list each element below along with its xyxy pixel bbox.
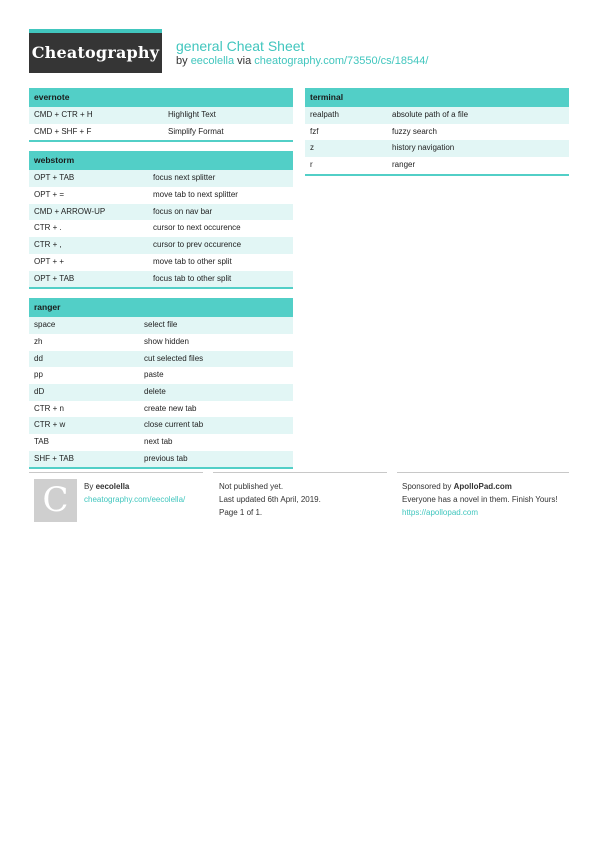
byline	[176, 55, 428, 67]
shortcut-key: CMD + CTR + H	[34, 110, 93, 119]
footer-sponsor-name[interactable]: ApolloPad.com	[453, 482, 512, 491]
footer-sponsor-block	[402, 480, 567, 519]
shortcut-key: OPT + +	[34, 256, 65, 266]
footer-published: Not published yet.	[219, 482, 284, 491]
table-row	[305, 107, 569, 124]
section-ranger	[29, 298, 293, 469]
shortcut-key: TAB	[34, 437, 49, 446]
shortcut-key: fzf	[310, 126, 319, 136]
shortcut-key: OPT + TAB	[34, 173, 75, 183]
table-row	[29, 220, 293, 237]
shortcut-description: paste	[144, 370, 164, 380]
table-row	[29, 451, 293, 468]
shortcut-description: focus on nav bar	[153, 206, 213, 216]
footer-sponsor-link[interactable]: https://apollopad.com	[402, 508, 479, 517]
footer-divider	[213, 472, 387, 473]
table-row	[29, 401, 293, 418]
shortcut-description: move tab to next splitter	[153, 190, 238, 200]
table-row	[29, 237, 293, 254]
shortcut-description: absolute path of a file	[392, 110, 469, 119]
section-title: evernote	[29, 88, 293, 107]
table-row	[29, 187, 293, 204]
byline-via: via	[234, 55, 255, 67]
footer-meta-block	[219, 480, 384, 519]
footer-author-name: eecolella	[95, 482, 130, 491]
shortcut-key: CTR + w	[34, 420, 66, 430]
shortcut-key: CMD + ARROW-UP	[34, 206, 106, 216]
shortcut-key: OPT + TAB	[34, 273, 75, 283]
footer-author-block	[84, 480, 204, 506]
footer-updated: Last updated 6th April, 2019.	[219, 495, 321, 504]
shortcut-description: cursor to prev occurence	[153, 240, 242, 250]
shortcut-description: close current tab	[144, 420, 204, 430]
footer-sponsor-text: Everyone has a novel in them. Finish Yours!	[402, 495, 558, 504]
table-row	[305, 140, 569, 157]
cheatography-logo[interactable]: Cheatography	[29, 29, 162, 73]
table-row	[29, 317, 293, 334]
shortcut-key: OPT + =	[34, 190, 65, 200]
table-row	[29, 170, 293, 187]
shortcut-description: move tab to other split	[153, 256, 232, 266]
table-row	[305, 157, 569, 174]
shortcut-key: dd	[34, 353, 43, 363]
shortcut-key: CTR + ,	[34, 240, 62, 250]
shortcut-description: Highlight Text	[168, 110, 216, 119]
shortcut-description: focus next splitter	[153, 173, 216, 183]
shortcut-key: pp	[34, 370, 43, 380]
shortcut-description: Simplify Format	[168, 126, 224, 136]
shortcut-description: select file	[144, 320, 178, 330]
left-column	[29, 88, 293, 478]
shortcut-description: fuzzy search	[392, 126, 437, 136]
shortcut-key: realpath	[310, 110, 339, 119]
footer-divider	[397, 472, 569, 473]
table-row	[29, 124, 293, 141]
footer-sponsor-label: Sponsored by	[402, 482, 454, 491]
table-row	[29, 107, 293, 124]
shortcut-key: CTR + n	[34, 403, 65, 413]
table-row	[29, 204, 293, 221]
shortcut-description: show hidden	[144, 336, 189, 346]
shortcut-key: CTR + .	[34, 223, 62, 233]
shortcut-description: history navigation	[392, 143, 455, 153]
shortcut-key: r	[310, 160, 313, 170]
table-row	[29, 384, 293, 401]
shortcut-key: CMD + SHF + F	[34, 126, 92, 136]
section-title: terminal	[305, 88, 569, 107]
table-row	[29, 367, 293, 384]
section-title: ranger	[29, 298, 293, 317]
shortcut-key: zh	[34, 336, 43, 346]
shortcut-description: delete	[144, 386, 166, 396]
shortcut-key: dD	[34, 386, 45, 396]
table-row	[29, 417, 293, 434]
footer-page: Page 1 of 1.	[219, 508, 263, 517]
shortcut-description: cursor to next occurence	[153, 223, 241, 233]
table-row	[29, 434, 293, 451]
author-avatar[interactable]: C	[34, 479, 77, 522]
footer-divider	[29, 472, 203, 473]
table-row	[29, 351, 293, 368]
right-column	[305, 88, 569, 185]
shortcut-description: create new tab	[144, 403, 197, 413]
section-evernote	[29, 88, 293, 142]
table-row	[305, 124, 569, 141]
shortcut-key: space	[34, 320, 56, 330]
section-webstorm	[29, 151, 293, 289]
shortcut-description: ranger	[392, 160, 416, 170]
sheet-url-link[interactable]: cheatography.com/73550/cs/18544/	[254, 55, 429, 67]
shortcut-description: previous tab	[144, 453, 188, 463]
shortcut-description: cut selected files	[144, 353, 204, 363]
page-title: general Cheat Sheet	[176, 38, 305, 54]
shortcut-key: z	[310, 143, 314, 153]
footer-by-label: By	[84, 482, 96, 491]
table-row	[29, 254, 293, 271]
section-title: webstorm	[29, 151, 293, 170]
table-row	[29, 334, 293, 351]
byline-prefix: by	[176, 55, 191, 67]
table-row	[29, 271, 293, 288]
shortcut-description: focus tab to other split	[153, 273, 232, 283]
shortcut-key: SHF + TAB	[34, 453, 74, 463]
author-link[interactable]: eecolella	[190, 55, 235, 67]
shortcut-description: next tab	[144, 437, 173, 446]
section-terminal	[305, 88, 569, 176]
footer-author-link[interactable]: cheatography.com/eecolella/	[84, 495, 186, 504]
